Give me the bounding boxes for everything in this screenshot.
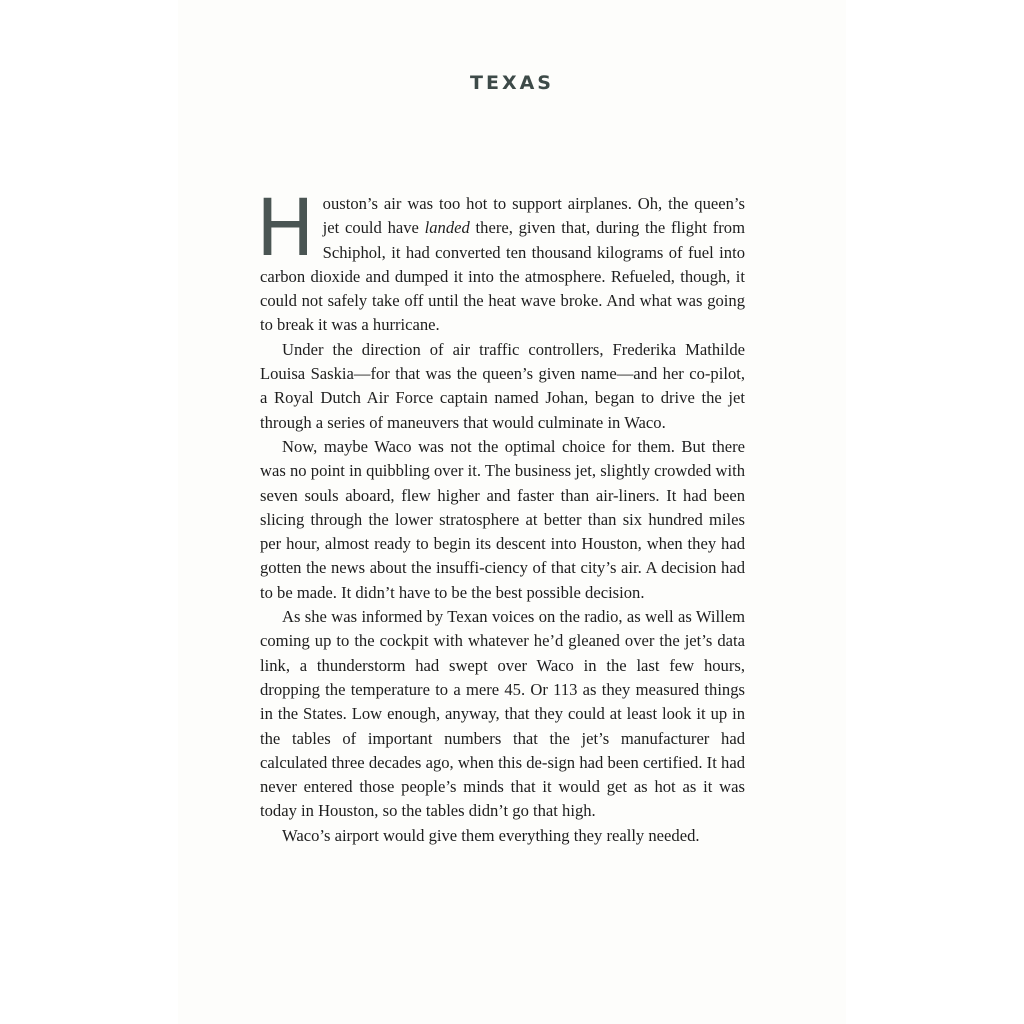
drop-cap: H — [256, 184, 315, 274]
paragraph-1-text-a: ouston’s air was too hot to support airplanes. Oh, the queen’s jet could have — [322, 194, 745, 238]
paragraph-3: Now, maybe Waco was not the optimal choice for them. But there was no point in quibbling over it. The business jet, slightly crowded with seven souls aboard, flew higher and faster than air-liners. It had been slicing through the lower stratosphere at better than six hundred miles per hour, almost ready to begin its descent into Houston, when they had gotten the news about the insuffi-ciency of that city’s air. A decision had to be made. It didn’t have to be the best possible decision. — [260, 436, 745, 602]
chapter-title: TEXAS — [470, 72, 554, 94]
paragraph-4: As she was informed by Texan voices on the radio, as well as Willem coming up to the cockpit with whatever he’d gleaned over the jet’s data link, a thunderstorm had swept over Waco in the last few hours, dropping the temperature to a mere 45. Or 113 as they measured things in the States. Low enough, anyway, that they could at least look it up in the tables of important numbers that the jet’s manufacturer had calculated three decades ago, when this de-sign had been certified. It had never entered those people’s minds that it would get as hot as it was today in Houston, so the tables didn’t go that high. — [260, 607, 745, 821]
paragraph-5: Waco’s airport would give them everything they really needed. — [282, 825, 700, 845]
paragraph-1-italic-word: landed — [424, 218, 470, 238]
chapter-body — [256, 184, 745, 848]
paragraph-1-text-b: there, given that, during the flight from Schiphol, it had converted ten thousand kilograms of fuel into carbon dioxide and dumped it into the atmosphere. Refueled, though, it could not safely take off until the heat wave broke. And what was going to break it was a hurricane. — [260, 218, 745, 335]
paragraph-1 — [256, 184, 745, 338]
paragraph-2: Under the direction of air traffic controllers, Frederika Mathilde Louisa Saskia—for that was the queen’s given name—and her co-pilot, a Royal Dutch Air Force captain named Johan, began to drive the jet through a series of maneuvers that would culminate in Waco. — [260, 339, 745, 432]
